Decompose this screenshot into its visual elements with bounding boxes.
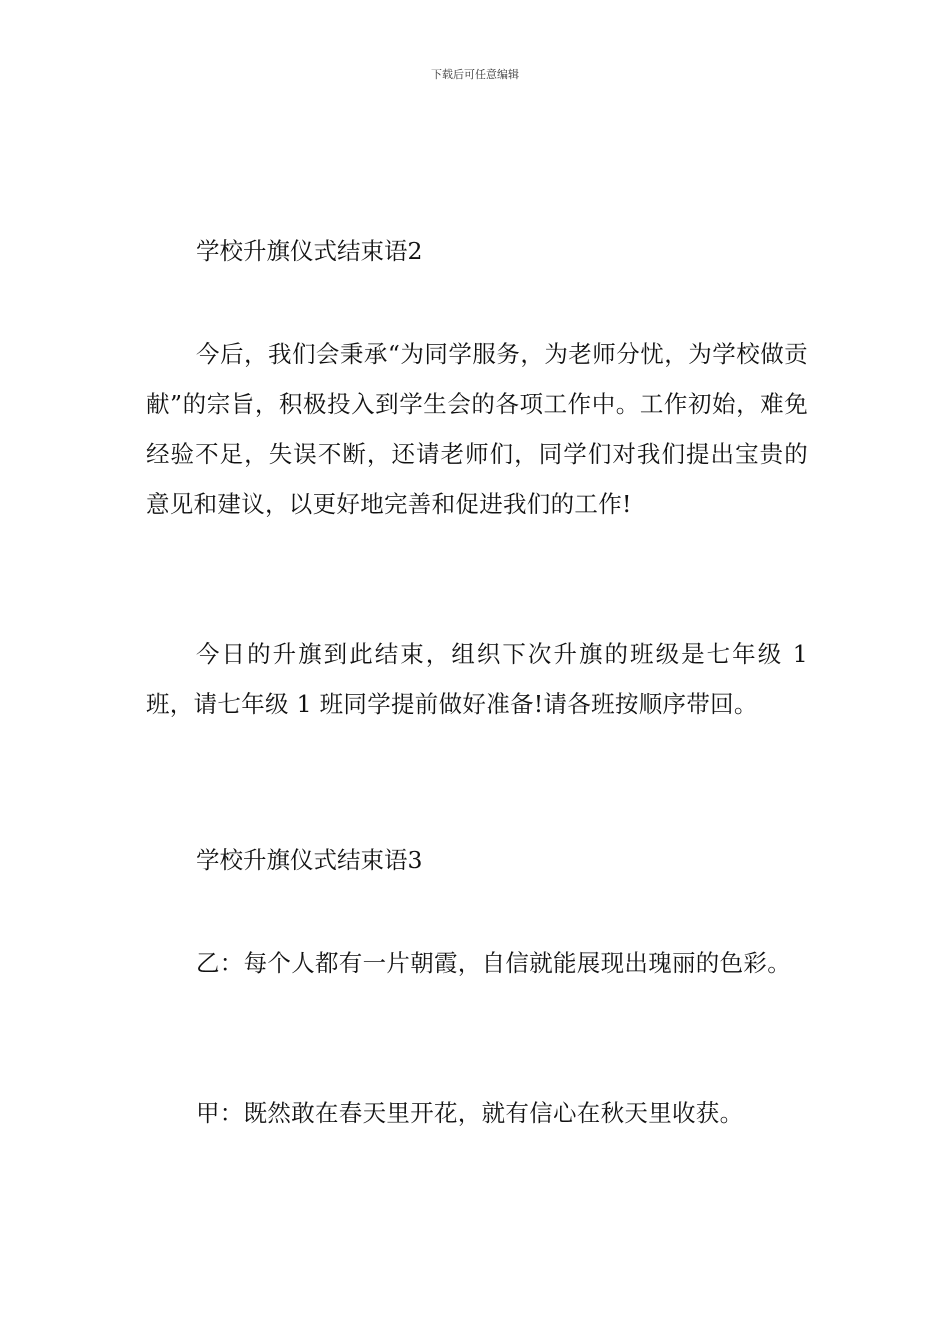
paragraph: 今日的升旗到此结束，组织下次升旗的班级是七年级 1 班，请七年级 1 班同学提前做好准备!请各班按顺序带回。	[146, 640, 808, 718]
document-body	[146, 232, 808, 1138]
paragraph: 乙：每个人都有一片朝霞，自信就能展现出瑰丽的色彩。	[196, 949, 791, 977]
section-heading: 学校升旗仪式结束语3	[196, 846, 423, 874]
section-heading: 学校升旗仪式结束语2	[196, 237, 423, 265]
paragraph: 甲：既然敢在春天里开花，就有信心在秋天里收获。	[196, 1099, 744, 1127]
paragraph: 今后，我们会秉承“为同学服务，为老师分忧，为学校做贡献”的宗旨，积极投入到学生会的各项工作中。工作初始，难免经验不足，失误不断，还请老师们，同学们对我们提出宝贵的意见和建议，以更好地完善和促进我们的工作!	[146, 340, 808, 518]
header-note: 下载后可任意编辑	[431, 68, 519, 81]
